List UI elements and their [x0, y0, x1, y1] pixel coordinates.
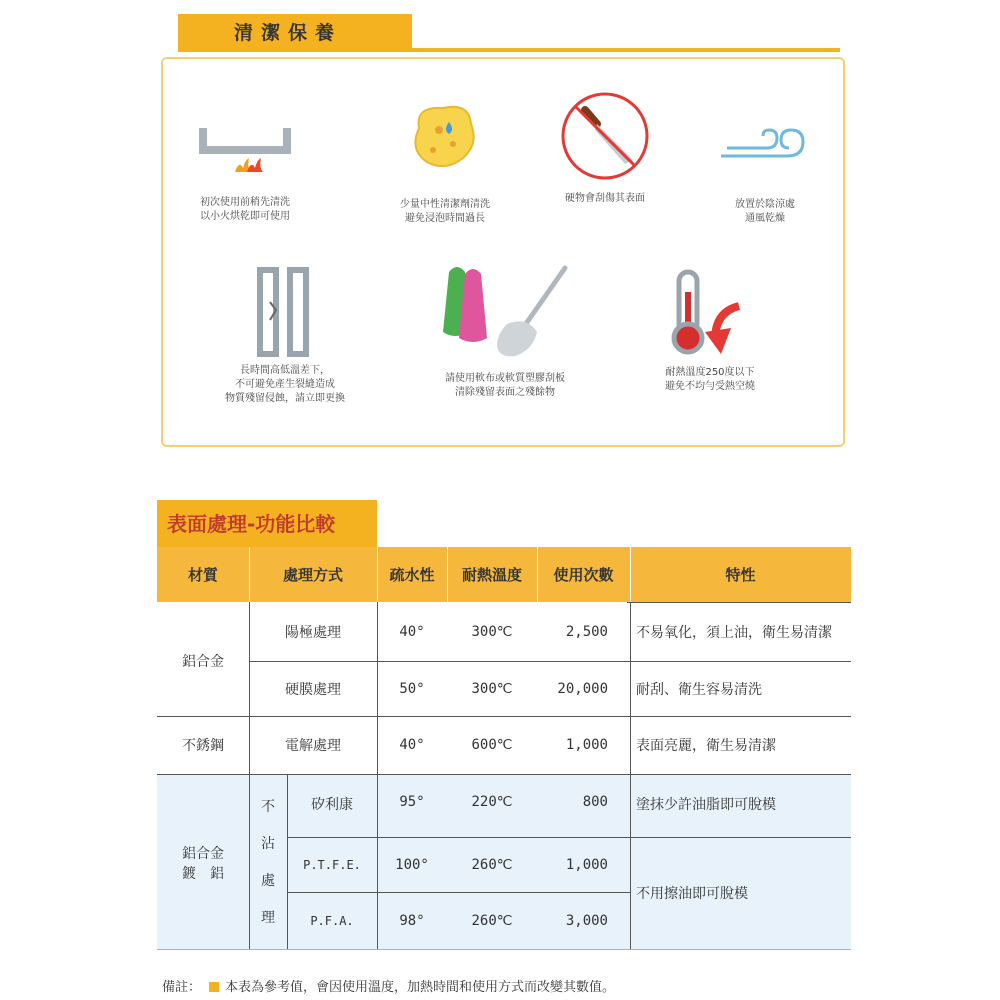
row-heat: 300℃ [471, 680, 513, 697]
header-heat-resistance: 耐熱溫度 [447, 547, 537, 602]
row-heat: 260℃ [471, 912, 513, 929]
no-knife-icon [555, 90, 655, 182]
thermometer-icon [665, 266, 755, 362]
footnote-label: 備註： [162, 980, 202, 995]
wind-icon [717, 110, 813, 170]
row-uses: 2,500 [565, 623, 608, 640]
row-uses: 1,000 [565, 737, 608, 753]
row-feature: 表面亮麗，衛生易清潔 [636, 738, 776, 754]
row-method: P.F.A. [310, 913, 354, 928]
care-item-heat-limit [625, 266, 795, 394]
care-caption: 耐熱溫度250度以下 避免不均勻受熱空燒 [665, 367, 755, 392]
row-uses: 3,000 [565, 912, 608, 929]
table-title: 表面處理-功能比較 [157, 500, 377, 548]
cracked-mold-icon [250, 262, 320, 362]
row-feature: 耐刮、衛生容易清洗 [636, 681, 762, 698]
care-title-underline [178, 48, 840, 52]
row-heat: 260℃ [471, 856, 513, 873]
row-feature: 塗抹少許油脂即可脫模 [636, 797, 776, 813]
care-title: 清潔保養 [178, 14, 412, 52]
row-method: 矽利康 [311, 797, 353, 813]
nonstick-label: 不 沾 處 理 [261, 799, 275, 926]
row-uses: 800 [582, 794, 608, 810]
row-heat: 300℃ [471, 623, 513, 640]
header-hydrophobic: 疏水性 [377, 547, 447, 602]
care-caption: 少量中性清潔劑清洗 避免浸泡時間過長 [400, 199, 490, 224]
footnote [162, 976, 615, 995]
care-caption: 硬物會刮傷其表面 [565, 193, 645, 204]
row-hydrophobic: 40° [399, 623, 425, 640]
care-item-preheat [180, 120, 310, 224]
footnote-marker-icon [209, 982, 219, 992]
row-method: 陽極處理 [285, 624, 341, 641]
row-method: 硬膜處理 [285, 681, 341, 698]
care-item-no-hard-objects [545, 90, 665, 206]
row-feature: 不易氧化，須上油，衛生易清潔 [636, 624, 832, 641]
merged-feature: 不用擦油即可脫模 [636, 886, 748, 902]
row-hydrophobic: 50° [399, 680, 425, 697]
material-alloy-plated: 鋁合金 鍍 鋁 [182, 846, 224, 882]
care-caption: 長時間高低溫差下， 不可避免產生裂縫造成 物質殘留侵蝕，請立即更換 [225, 365, 345, 404]
care-item-dry [710, 110, 820, 226]
care-item-detergent [380, 98, 510, 226]
header-material: 材質 [157, 547, 249, 602]
row-heat: 220℃ [471, 794, 513, 810]
header-method: 處理方式 [249, 547, 377, 602]
care-item-soft-cloth [410, 258, 600, 400]
sponge-icon [405, 98, 485, 178]
pan-on-fire-icon [195, 120, 295, 190]
header-features: 特性 [630, 547, 851, 602]
row-hydrophobic: 40° [399, 737, 425, 753]
material-aluminum-alloy: 鋁合金 [182, 654, 224, 670]
row-hydrophobic: 98° [399, 912, 425, 929]
row-method: 電解處理 [285, 738, 341, 754]
care-caption: 請使用軟布或軟質塑膠刮板 清除殘留表面之殘餘物 [445, 373, 565, 398]
row-hydrophobic: 100° [395, 856, 429, 873]
care-caption: 初次使用前稍先清洗 以小火烘乾即可使用 [200, 197, 290, 222]
row-hydrophobic: 95° [399, 794, 425, 810]
footnote-text: 本表為參考值，會因使用溫度，加熱時間和使用方式而改變其數值。 [225, 980, 616, 995]
cloth-spatula-icon [435, 258, 575, 364]
row-method: P.T.F.E. [303, 857, 361, 872]
material-stainless: 不銹鋼 [182, 738, 224, 754]
care-item-replace [190, 262, 380, 406]
row-uses: 20,000 [557, 680, 608, 697]
header-usage-count: 使用次數 [537, 547, 630, 602]
row-uses: 1,000 [565, 856, 608, 873]
care-caption: 放置於陰涼處 通風乾燥 [735, 199, 795, 224]
row-heat: 600℃ [471, 737, 513, 753]
